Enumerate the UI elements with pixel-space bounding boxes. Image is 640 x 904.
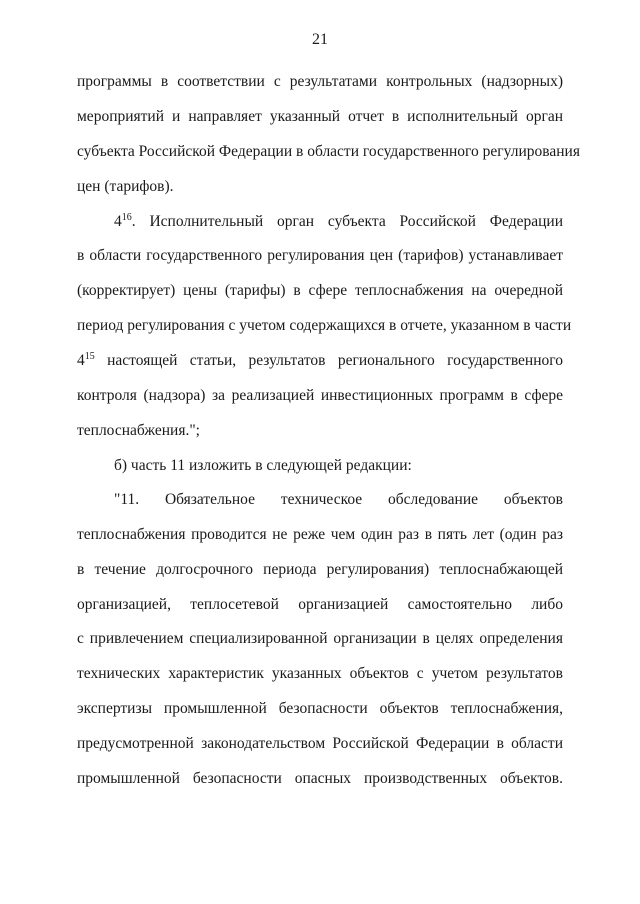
text-line: с привлечением специализированной организации в целях определения — [77, 630, 563, 647]
text-line: "11. Обязательное техническое обследование объектов — [114, 491, 563, 508]
text-line: цен (тарифов). — [77, 178, 174, 195]
text-line: экспертизы промышленной безопасности объектов теплоснабжения, — [77, 700, 563, 717]
amendment-instruction: б) часть 11 изложить в следующей редакции: — [114, 457, 412, 474]
section-number: 4 — [114, 213, 122, 230]
page-number: 21 — [312, 31, 328, 48]
text-line: период регулирования с учетом содержащихся в отчете, указанном в части — [77, 317, 572, 334]
text-line: технических характеристик указанных объектов с учетом результатов — [77, 665, 563, 682]
section-superscript: 16 — [121, 212, 132, 223]
text-line: мероприятий и направляет указанный отчет в исполнительный орган — [77, 108, 563, 125]
text-line: предусмотренной законодательством Российской Федерации в области — [77, 735, 563, 752]
text-line: в течение долгосрочного периода регулирования) теплоснабжающей — [77, 561, 563, 578]
section-superscript: 15 — [84, 351, 95, 362]
text-line: программы в соответствии с результатами контрольных (надзорных) — [77, 73, 563, 90]
text-line: . Исполнительный орган субъекта Российской Федерации — [131, 213, 563, 230]
section-reference-line — [77, 351, 563, 371]
text-line: промышленной безопасности опасных производственных объектов. — [77, 770, 563, 787]
text-line: контроля (надзора) за реализацией инвестиционных программ в сфере — [77, 387, 563, 404]
text-line: (корректирует) цены (тарифы) в сфере теплоснабжения на очередной — [77, 282, 563, 299]
text-line: настоящей статьи, результатов регионального государственного — [94, 352, 563, 369]
section-number: 4 — [77, 352, 85, 369]
text-line: организацией, теплосетевой организацией самостоятельно либо — [77, 596, 563, 613]
text-line: теплоснабжения проводится не реже чем один раз в пять лет (один раз — [77, 526, 563, 543]
text-line: субъекта Российской Федерации в области государственного регулирования — [77, 143, 580, 160]
text-line: в области государственного регулирования цен (тарифов) устанавливает — [77, 247, 563, 264]
text-line: теплоснабжения."; — [77, 422, 200, 439]
paragraph-4-16-start — [114, 212, 563, 232]
